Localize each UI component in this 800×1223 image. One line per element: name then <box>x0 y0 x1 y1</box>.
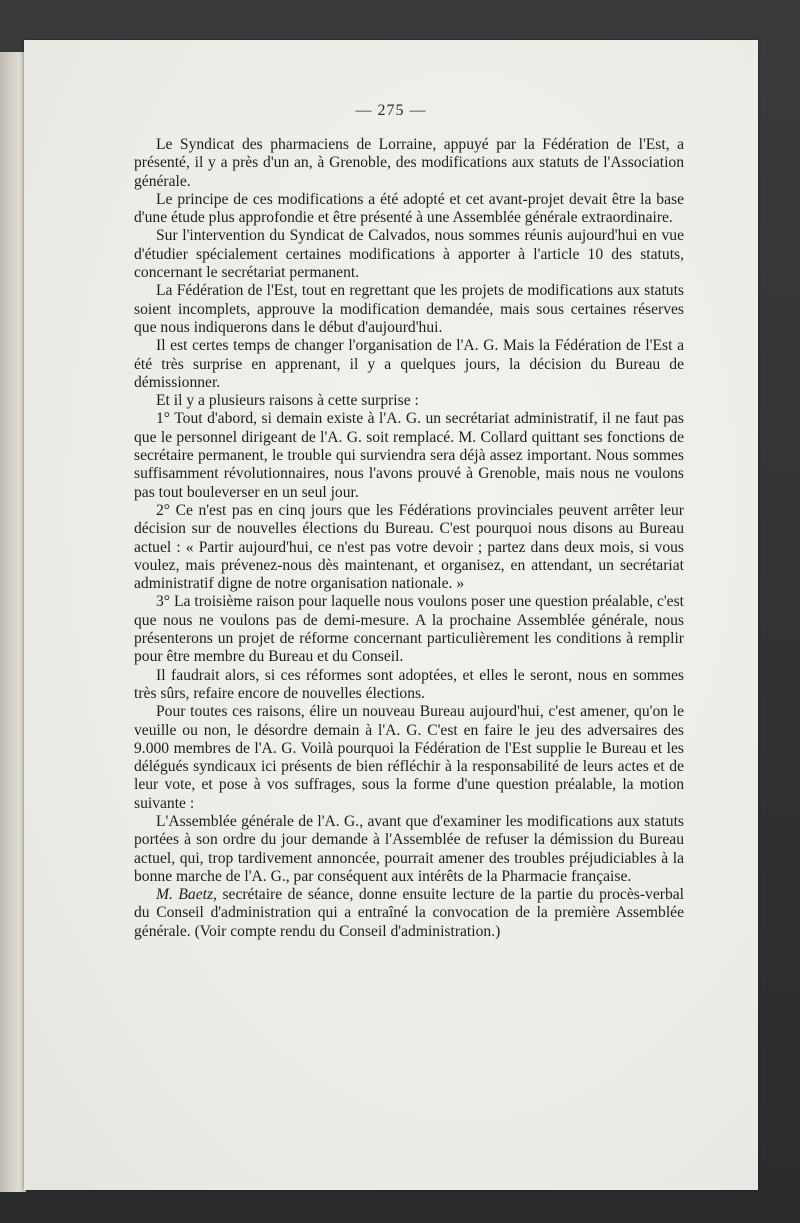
closing-text: , secrétaire de séance, donne ensuite lecture de la partie du procès-verbal du Conseil d'administration qui a entraîné la convocation de la première Assemblée générale. (Voir compte rendu du Conseil d'administration.) <box>134 886 684 940</box>
document-page <box>24 40 758 1190</box>
paragraph-point-2: 2° Ce n'est pas en cinq jours que les Fédérations provinciales peuvent arrêter leur décision sur de nouvelles élections du Bureau. C'est pourquoi nous disons au Bureau actuel : « Partir aujourd'hui, ce n'est pas votre devoir ; partez dans deux mois, si vous voulez, mais prévenez-nous dès maintenant, et organisez, en attendant, un secrétariat administratif digne de notre organisation nationale. » <box>134 501 684 593</box>
paragraph: Pour toutes ces raisons, élire un nouveau Bureau aujourd'hui, c'est amener, qu'on le veuille ou non, le désordre demain à l'A. G. C'est en faire le jeu des adversaires des 9.000 membres de l'A. G. Voilà pourquoi la Fédération de l'Est supplie le Bureau et les délégués syndicaux ici présents de bien réfléchir à la responsabilité de leurs actes et de leur vote, et pose à vos suffrages, sous la forme d'une question préalable, la motion suivante : <box>134 703 684 812</box>
body-text <box>134 136 684 941</box>
paragraph: Le principe de ces modifications a été adopté et cet avant-projet devait être la base d'une étude plus approfondie et être présenté à une Assemblée générale extraordinaire. <box>134 190 684 227</box>
paragraph: Il est certes temps de changer l'organisation de l'A. G. Mais la Fédération de l'Est a été très surprise en apprenant, il y a quelques jours, la décision du Bureau de démissionner. <box>134 337 684 391</box>
page-number: — 275 — <box>355 102 427 119</box>
paragraph: La Fédération de l'Est, tout en regrettant que les projets de modifications aux statuts soient incomplets, approuve la modification demandée, mais sous certaines réserves que nous indiquerons dans le début d'aujourd'hui. <box>134 282 684 336</box>
closing-paragraph <box>134 886 684 941</box>
paragraph-point-3: 3° La troisième raison pour laquelle nous voulons poser une question préalable, c'est que nous ne voulons pas de demi-mesure. A la prochaine Assemblée générale, nous présenterons un projet de réforme concernant particulièrement les conditions à remplir pour être membre du Bureau et du Conseil. <box>134 593 684 666</box>
paragraph-point-1: 1° Tout d'abord, si demain existe à l'A. G. un secrétariat administratif, il ne faut pas que le personnel dirigeant de l'A. G. soit remplacé. M. Collard quittant ses fonctions de secrétaire permanent, le trouble qui surviendra sera déjà assez important. Nous sommes suffisamment révolutionnaires, nous l'avons prouvé à Grenoble, mais nous ne voulons pas tout bouleverser en un seul jour. <box>134 410 684 501</box>
motion-paragraph: L'Assemblée générale de l'A. G., avant que d'examiner les modifications aux statuts portées à son ordre du jour demande à l'Assemblée de refuser la démission du Bureau actuel, qui, trop tardivement annoncée, pourrait amener des troubles préjudiciables à la bonne marche de l'A. G., par conséquent aux intérêts de la Pharmacie française. <box>134 812 684 885</box>
paragraph: Il faudrait alors, si ces réformes sont adoptées, et elles le seront, nous en sommes très sûrs, refaire encore de nouvelles élections. <box>134 666 684 702</box>
paragraph: Et il y a plusieurs raisons à cette surprise : <box>156 392 419 410</box>
speaker-name: M. Baetz <box>156 886 214 904</box>
paragraph: Sur l'intervention du Syndicat de Calvados, nous sommes réunis aujourd'hui en vue d'étudier spécialement certaines modifications à apporter à l'article 10 des statuts, concernant le secrétariat permanent. <box>134 227 684 282</box>
facing-page-edge <box>0 52 26 1192</box>
paragraph: Le Syndicat des pharmaciens de Lorraine, appuyé par la Fédération de l'Est, a présenté, il y a près d'un an, à Grenoble, des modifications aux statuts de l'Association générale. <box>134 136 684 190</box>
